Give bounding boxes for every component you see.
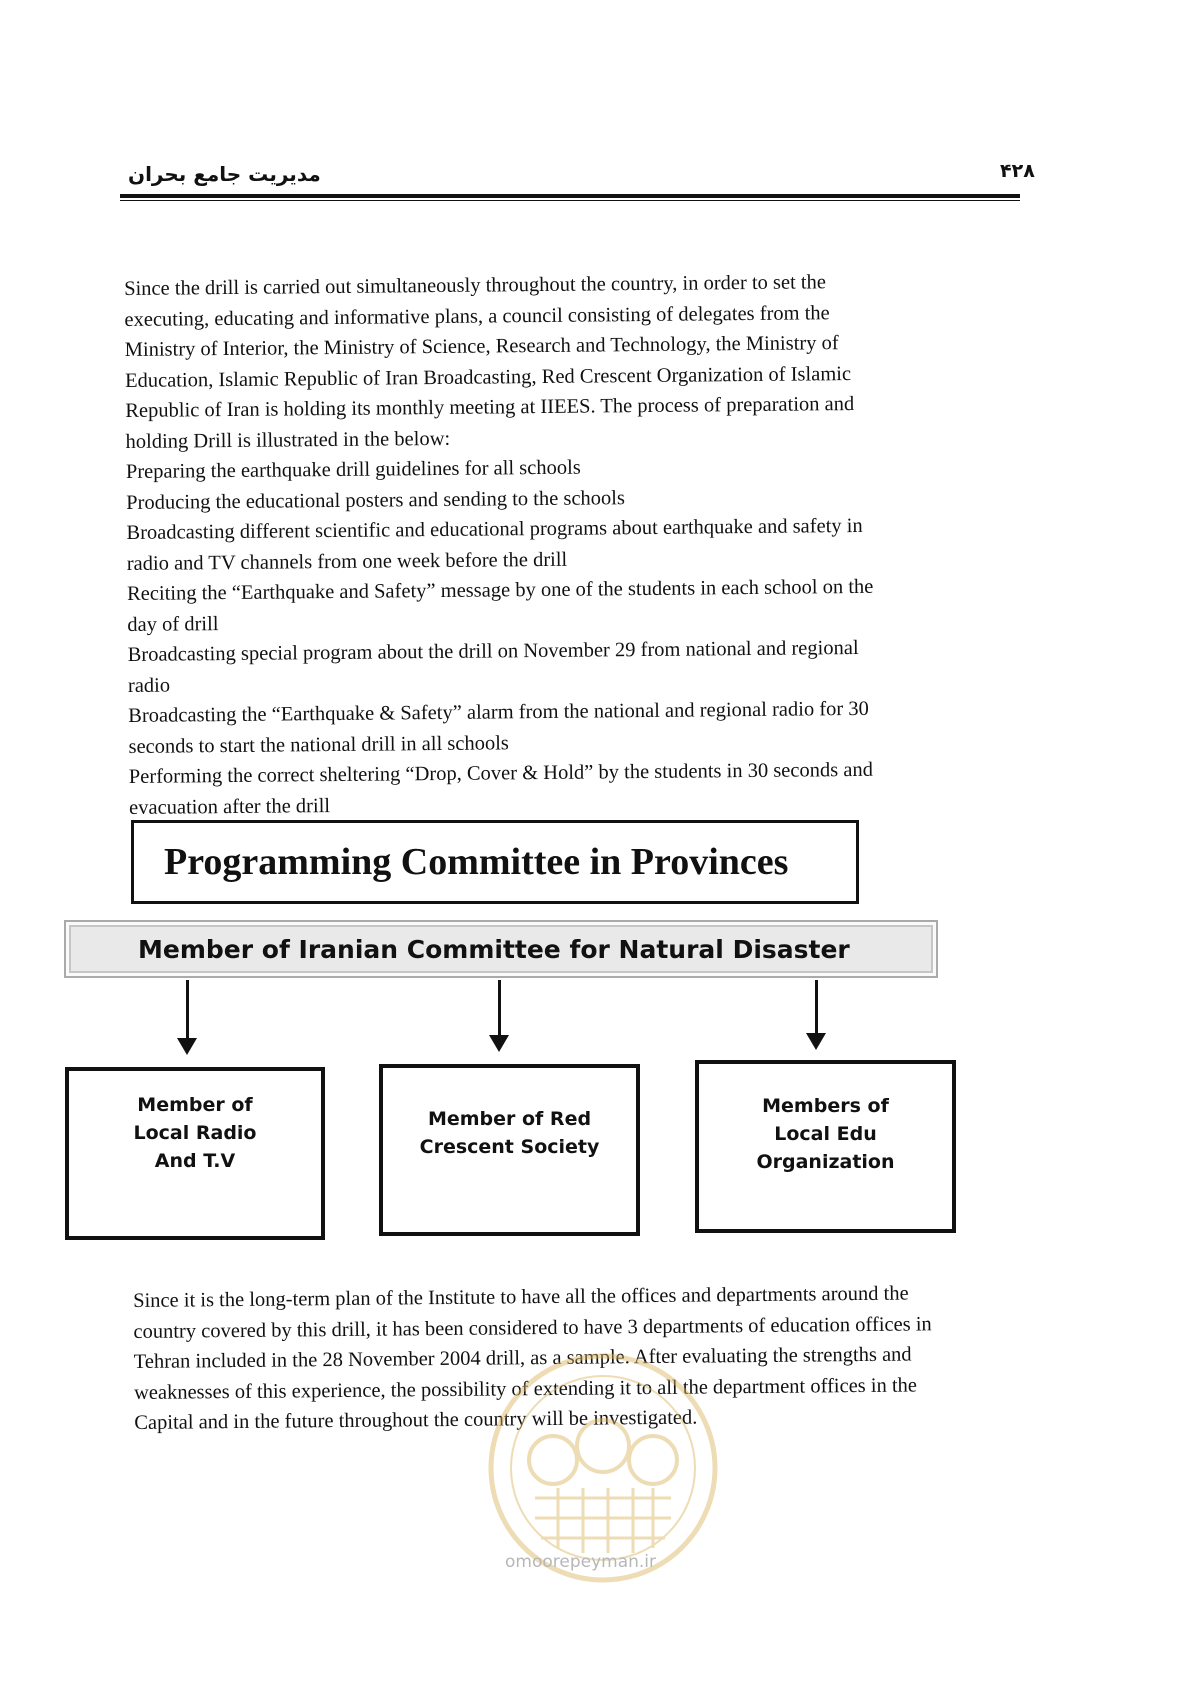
text-line: Producing the educational posters and sending to the schools xyxy=(126,486,626,514)
text-line: Reciting the “Earthquake and Safety” message by one of the students in each school on the xyxy=(126,575,874,605)
text-line: Tehran included in the 28 November 2004 drill, as a sample. After evaluating the strengths and xyxy=(133,1343,912,1373)
node-label: Member of Local Radio And T.V xyxy=(133,1094,257,1172)
text-line: seconds to start the national drill in all schools xyxy=(128,731,509,758)
text-line: executing, educating and informative plans, a council consisting of delegates from the xyxy=(124,301,830,331)
text-line: Since the drill is carried out simultaneously throughout the country, in order to set the xyxy=(124,271,827,300)
node-label: Members of Local Edu Organization xyxy=(756,1095,895,1173)
page-number: ۴۲۸ xyxy=(1000,160,1035,182)
text-line: Since it is the long-term plan of the Institute to have all the offices and departments around the xyxy=(133,1282,909,1312)
text-line: Performing the correct sheltering “Drop, Cover & Hold” by the students in 30 seconds and xyxy=(128,758,873,788)
text-line: Broadcasting different scientific and educational programs about earthquake and safety in xyxy=(126,514,863,544)
text-line: country covered by this drill, it has been considered to have 3 departments of education offices in xyxy=(133,1312,932,1343)
node-local-edu-organization xyxy=(695,1060,956,1233)
node-label: Member of Red Crescent Society xyxy=(419,1108,600,1158)
paragraph-drill-process xyxy=(124,266,949,823)
text-line: Broadcasting special program about the drill on November 29 from national and regional xyxy=(127,636,859,666)
text-line: radio xyxy=(127,674,171,697)
text-line: Education, Islamic Republic of Iran Broadcasting, Red Crescent Organization of Islamic xyxy=(124,362,852,392)
header-rule-thick xyxy=(120,194,1020,198)
text-line: radio and TV channels from one week before the drill xyxy=(126,548,568,575)
node-local-radio-tv xyxy=(65,1067,325,1240)
connector-arrow-3 xyxy=(806,980,826,1050)
watermark-text: omoorepeyman.ir xyxy=(505,1552,657,1572)
text-line: weaknesses of this experience, the possibility of extending it to all the department offices in the xyxy=(133,1373,918,1404)
text-line: Preparing the earthquake drill guidelines for all schools xyxy=(125,456,581,483)
node-red-crescent xyxy=(379,1064,640,1236)
text-line: Ministry of Interior, the Ministry of Science, Research and Technology, the Ministry of xyxy=(124,332,839,361)
text-line: Broadcasting the “Earthquake & Safety” alarm from the national and regional radio for 30 xyxy=(128,697,869,727)
text-line: Capital and in the future throughout the country will be investigated. xyxy=(134,1406,698,1434)
committee-banner: Member of Iranian Committee for Natural Disaster xyxy=(64,920,938,978)
connector-arrow-2 xyxy=(489,980,509,1052)
text-line: Republic of Iran is holding its monthly meeting at IIEES. The process of preparation and xyxy=(125,392,855,422)
book-title: مدیریت جامع بحران xyxy=(128,162,321,186)
text-line: evacuation after the drill xyxy=(129,794,331,819)
text-line: holding Drill is illustrated in the below: xyxy=(125,427,451,453)
text-line: day of drill xyxy=(127,612,219,636)
connector-arrow-1 xyxy=(177,980,197,1055)
diagram-title: Programming Committee in Provinces xyxy=(131,820,859,904)
header-rule-thin xyxy=(120,200,1020,201)
